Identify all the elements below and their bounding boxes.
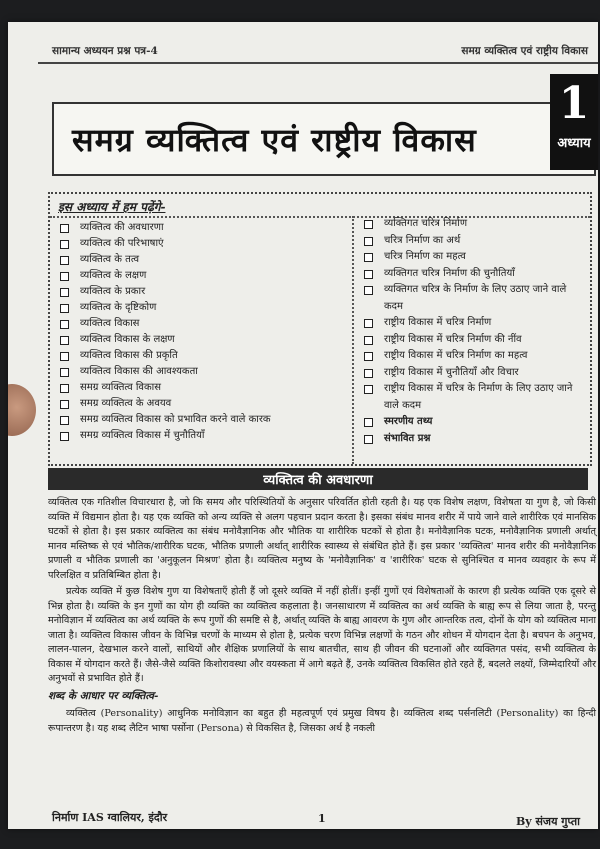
outline-item-label: व्यक्तिगत चरित्र के निर्माण के लिए उठाए जाने वाले कदम [384, 284, 567, 312]
outline-item [362, 381, 582, 414]
checkbox-bullet-icon [60, 224, 69, 233]
outline-item-label: राष्ट्रीय विकास में चरित्र निर्माण का महत्व [384, 350, 528, 361]
outline-item [58, 316, 348, 332]
outline-item-label: समग्र व्यक्तित्व विकास को प्रभावित करने वाले कारक [80, 414, 271, 425]
checkbox-bullet-icon [364, 253, 373, 262]
outline-item [362, 348, 582, 365]
running-header-left: सामान्य अध्ययन प्रश्न पत्र-4 [52, 45, 158, 57]
footer-publisher: निर्माण IAS ग्वालियर, इंदौर [52, 811, 168, 824]
checkbox-bullet-icon [364, 385, 373, 394]
checkbox-bullet-icon [60, 304, 69, 313]
outline-item-label: व्यक्तित्व के लक्षण [80, 270, 147, 281]
outline-item [58, 252, 348, 268]
paragraph-3: व्यक्तित्व (Personality) आधुनिक मनोविज्ञान का बहुत ही महत्वपूर्ण एवं प्रमुख विषय है। व्यक्तित्व शब्द पर्सनलिटी (Personality) का हिन्दी रूपान्तरण है। यह शब्द लैटिन भाषा पर्सोना (Persona) से विकसित है, जिसका अर्थ है नकली [48, 708, 596, 734]
outline-item-label: चरित्र निर्माण का महत्व [384, 251, 466, 262]
outline-item-label: व्यक्तित्व विकास की प्रकृति [80, 350, 178, 361]
header-rule [38, 62, 598, 64]
outline-item-label: व्यक्तित्व विकास [80, 318, 140, 329]
chapter-badge [550, 74, 598, 170]
checkbox-bullet-icon [364, 369, 373, 378]
body-text [48, 496, 596, 738]
paragraph-2: प्रत्येक व्यक्ति में कुछ विशेष गुण या विशेषताएँ होती हैं जो दूसरे व्यक्ति में नहीं होतीं। इन्हीं गुणों एवं विशेषताओं के कारण ही प्रत्येक व्यक्ति एक दूसरे से भिन्न होता है। व्यक्ति के इन गुणों का योग ही व्यक्ति का व्यक्तित्व कहलाता है। जनसाधारण में व्यक्तित्व का अर्थ व्यक्ति के बाह्य रूप से लिया जाता है, परन्तु मनोविज्ञान में व्यक्तित्व का अर्थ व्यक्ति के रूप गुणों की समष्टि से है, अर्थात् व्यक्ति के बाह्य आवरण के गुण और आन्तरिक तत्व, दोनों के योग को व्यक्तित्व माना जाता है। व्यक्तित्व विकास जीवन के विभिन्न चरणों के माध्यम से होता है, प्रत्येक चरण विभिन्न लक्षणों के गठन और शोधन में योगदान देता है। बचपन के अनुभव, लालन-पालन, देखभाल करने वालों, साथियों और शैक्षिक प्रणालियों के साथ बातचीत, साथ ही जीवन की घटनाओं और व्यक्तिगत पसंद, सभी व्यक्तित्व के विकास में योगदान करते हैं। जैसे-जैसे व्यक्ति किशोरावस्था और वयस्कता में आगे बढ़ते हैं, उनके व्यक्तित्व विकसित होते रहते हैं, बदलते लक्ष्यों, जिम्मेदारियों और अनुभवों से प्रभावित होते हैं। [48, 586, 596, 684]
subheading: शब्द के आधार पर व्यक्तित्व- [48, 689, 159, 702]
checkbox-bullet-icon [60, 384, 69, 393]
running-header-right: समग्र व्यक्तित्व एवं राष्ट्रीय विकास [461, 45, 588, 57]
outline-item [362, 332, 582, 349]
outline-item [58, 332, 348, 348]
checkbox-bullet-icon [364, 418, 373, 427]
outline-item [362, 282, 582, 315]
checkbox-bullet-icon [60, 256, 69, 265]
chapter-title: समग्र व्यक्तित्व एवं राष्ट्रीय विकास [72, 121, 477, 159]
checkbox-bullet-icon [60, 368, 69, 377]
outline-item [58, 412, 348, 428]
outline-item-label: चरित्र निर्माण का अर्थ [384, 234, 461, 246]
outline-item-label: व्यक्तिगत चरित्र निर्माण की चुनौतियाँ [384, 267, 515, 279]
outline-item-label: व्यक्तिगत चरित्र निर्माण [384, 218, 468, 229]
outline-item-label: राष्ट्रीय विकास में चुनौतियाँ और विचार [384, 366, 519, 378]
outline-item-label: व्यक्तित्व की परिभाषाएं [80, 238, 164, 249]
outline-item [58, 396, 348, 412]
checkbox-bullet-icon [364, 336, 373, 345]
outline-item-label: राष्ट्रीय विकास में चरित्र के निर्माण के लिए उठाए जाने वाले कदम [384, 383, 573, 411]
page-number: 1 [318, 812, 326, 825]
checkbox-bullet-icon [364, 319, 373, 328]
outline-item-label: स्मरणीय तथ्य [384, 416, 433, 427]
checkbox-bullet-icon [60, 272, 69, 281]
outline-item [362, 414, 582, 431]
outline-item [58, 364, 348, 380]
chapter-number: 1 [558, 78, 590, 129]
outline-item [58, 236, 348, 252]
checkbox-bullet-icon [60, 352, 69, 361]
outline-item-label: व्यक्तित्व की अवधारणा [80, 222, 164, 233]
outline-item-label: व्यक्तित्व विकास के लक्षण [80, 334, 175, 345]
outline-item [58, 380, 348, 396]
outline-item [58, 284, 348, 300]
outline-item-label: संभावित प्रश्न [384, 432, 431, 444]
outline-item [362, 431, 582, 448]
outline-item [58, 428, 348, 444]
outline-item-label: समग्र व्यक्तित्व विकास [80, 382, 161, 393]
thumb-image [8, 384, 36, 436]
checkbox-bullet-icon [60, 240, 69, 249]
outline-item [58, 300, 348, 316]
outline-item [362, 315, 582, 332]
outline-item [362, 249, 582, 266]
outline-column-divider [352, 216, 354, 464]
outline-item [362, 266, 582, 283]
outline-item [362, 233, 582, 250]
checkbox-bullet-icon [60, 336, 69, 345]
book-page [8, 22, 598, 829]
checkbox-bullet-icon [364, 435, 373, 444]
outline-right-column [362, 216, 582, 447]
outline-item-label: व्यक्तित्व के दृष्टिकोण [80, 302, 157, 313]
checkbox-bullet-icon [60, 400, 69, 409]
section-banner [48, 468, 588, 490]
outline-item-label: राष्ट्रीय विकास में चरित्र निर्माण [384, 317, 492, 328]
checkbox-bullet-icon [60, 416, 69, 425]
outline-item [362, 216, 582, 233]
checkbox-bullet-icon [60, 288, 69, 297]
checkbox-bullet-icon [364, 286, 373, 295]
outline-item [58, 348, 348, 364]
outline-item-label: राष्ट्रीय विकास में चरित्र निर्माण की नींव [384, 333, 522, 345]
outline-heading: इस अध्याय में हम पढ़ेंगे- [58, 200, 166, 214]
checkbox-bullet-icon [364, 270, 373, 279]
outline-item-label: समग्र व्यक्तित्व विकास में चुनौतियाँ [80, 430, 205, 441]
outline-item [58, 268, 348, 284]
checkbox-bullet-icon [364, 352, 373, 361]
checkbox-bullet-icon [364, 237, 373, 246]
outline-item-label: समग्र व्यक्तित्व के अवयव [80, 398, 172, 409]
outline-item [362, 365, 582, 382]
chapter-outline [48, 192, 592, 466]
outline-item-label: व्यक्तित्व विकास की आवश्यकता [80, 366, 198, 377]
outline-left-column [58, 220, 348, 444]
footer-author: By संजय गुप्ता [515, 815, 580, 828]
section-title: व्यक्तित्व की अवधारणा [263, 473, 373, 488]
checkbox-bullet-icon [60, 432, 69, 441]
outline-item [58, 220, 348, 236]
checkbox-bullet-icon [60, 320, 69, 329]
chapter-title-box [52, 102, 596, 176]
chapter-word: अध्याय [557, 136, 591, 151]
paragraph-1: व्यक्तित्व एक गतिशील विचारधारा है, जो कि समय और परिस्थितियों के अनुसार परिवर्तित होती रहती है। यह एक विशेष लक्षण, विशेषता या गुण है, जो किसी व्यक्ति में विद्यमान होता है। यह एक व्यक्ति को अन्य व्यक्ति से अलग पहचान प्रदान करता है। इसका संबंध मानव शरीर में पाये जाने वाले शारीरिक एवं मानसिक घटकों से होता है। इस प्रकार व्यक्तित्व का संबंध मनोवैज्ञानिक और भौतिक या शारीरिक घटकों से होता है। मनोवैज्ञानिक घटक, मनोवैज्ञानिक प्रणाली अर्थात् मानव मस्तिष्क से एवं भौतिक/शारीरिक घटक, भौतिक प्रणाली अर्थात् शारीरिक स्वास्थ्य से संबंधित होते हैं। इस प्रकार 'व्यक्तित्व' मानव शरीर की मनोवैज्ञानिक प्रणाली व भौतिक प्रणाली का 'अनुकूलन मिश्रण' होता है। व्यक्तित्व मनुष्य के 'मनोवैज्ञानिक' व 'शारीरिक' घटक से सुनिश्चित व मानव व्यवहार के रूप में परिलक्षित व प्रतिबिम्बित होता है। [48, 497, 596, 581]
outline-item-label: व्यक्तित्व के तत्व [80, 254, 140, 265]
outline-item-label: व्यक्तित्व के प्रकार [80, 286, 146, 297]
checkbox-bullet-icon [364, 220, 373, 229]
